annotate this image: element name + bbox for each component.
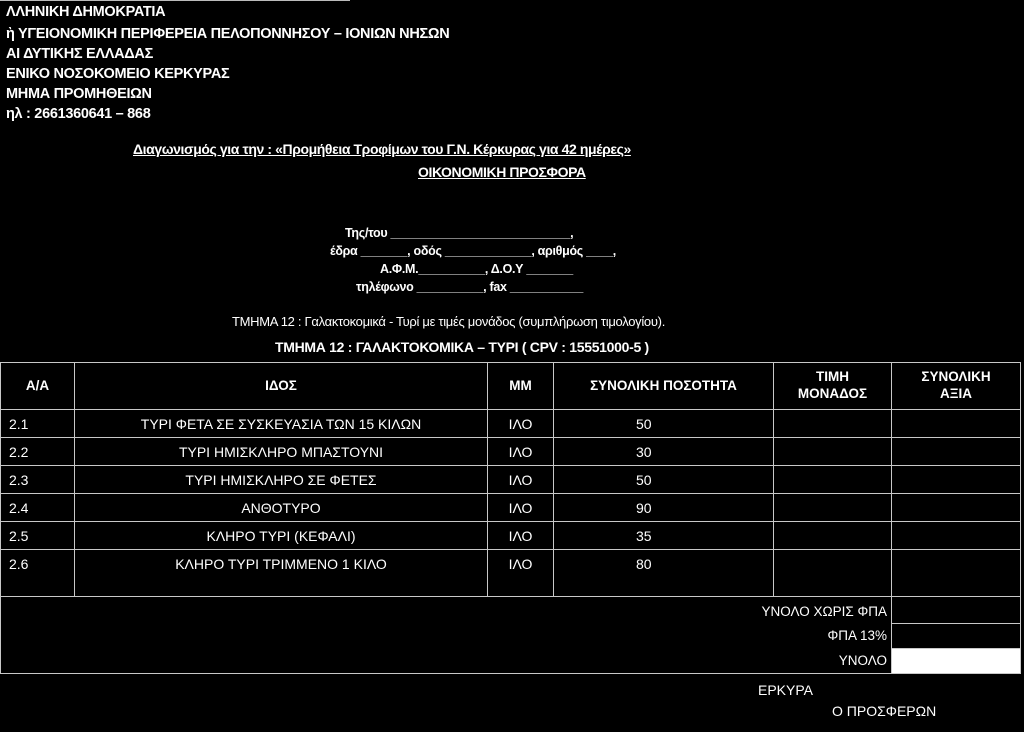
header-line-1: ΛΛΗΝΙΚΗ ΔΗΜΟΚΡΑΤΙΑ (6, 4, 166, 20)
total-value-cell[interactable] (892, 648, 1021, 673)
col-qty-header: ΣΥΝΟΛΙΚΗ ΠΟΣΟΤΗΤΑ (554, 363, 774, 410)
row-price-cell[interactable] (774, 522, 892, 550)
col-aa-header: Α/Α (1, 363, 75, 410)
col-price-header (774, 363, 892, 410)
bidder-phone-field: τηλέφωνο __________, fax ___________ (356, 280, 584, 294)
table-row (1, 438, 1021, 466)
table-row (1, 410, 1021, 438)
row-total-cell[interactable] (892, 466, 1021, 494)
row-unit: ΙΛΟ (488, 494, 554, 522)
row-item: ΤΥΡΙ ΗΜΙΣΚΛΗΡΟ ΣΕ ΦΕΤΕΣ (75, 466, 488, 494)
header-line-3: ΑΙ ΔΥΤΙΚΗΣ ΕΛΛΑΔΑΣ (6, 46, 154, 62)
row-qty: 35 (554, 522, 774, 550)
row-price-cell[interactable] (774, 410, 892, 438)
row-aa: 2.3 (1, 466, 75, 494)
row-total-cell[interactable] (892, 522, 1021, 550)
row-unit: ΙΛΟ (488, 410, 554, 438)
top-rule (0, 0, 350, 1)
row-unit: ΙΛΟ (488, 438, 554, 466)
table-row (1, 550, 1021, 597)
col-total-header-line1: ΣΥΝΟΛΙΚΗ (921, 369, 991, 385)
header-line-5: ΜΗΜΑ ΠΡΟΜΗΘΕΙΩΝ (6, 86, 152, 102)
row-unit: ΙΛΟ (488, 522, 554, 550)
tender-title: Διαγωνισμός για την : «Προμήθεια Τροφίμων του Γ.Ν. Κέρκυρας για 42 ημέρες» (133, 141, 631, 157)
header-line-6: ηλ : 2661360641 – 868 (6, 106, 151, 122)
bidder-address-field: έδρα _______, οδός _____________, αριθμός ____, (330, 244, 616, 258)
row-qty: 50 (554, 466, 774, 494)
col-total-header-line2: ΑΞΙΑ (940, 386, 972, 401)
vat-label: ΦΠΑ 13% (1, 623, 892, 648)
row-item: ΑΝΘΟΤΥΡΟ (75, 494, 488, 522)
col-price-header-line2: ΜΟΝΑΔΟΣ (797, 386, 868, 401)
subtotal-value-cell[interactable] (892, 597, 1021, 624)
table-row (1, 494, 1021, 522)
row-total-cell[interactable] (892, 438, 1021, 466)
row-total-cell[interactable] (892, 494, 1021, 522)
row-unit: ΙΛΟ (488, 550, 554, 597)
row-qty: 30 (554, 438, 774, 466)
footer-place: ΕΡΚΥΡΑ (758, 682, 813, 698)
footer-signer: Ο ΠΡΟΣΦΕΡΩΝ (832, 703, 937, 719)
total-row (1, 648, 1021, 673)
row-total-cell[interactable] (892, 410, 1021, 438)
row-aa: 2.4 (1, 494, 75, 522)
row-total-cell[interactable] (892, 550, 1021, 597)
vat-value-cell[interactable] (892, 623, 1021, 648)
row-aa: 2.1 (1, 410, 75, 438)
row-qty: 80 (554, 550, 774, 597)
header-line-4: ΕΝΙΚΟ ΝΟΣΟΚΟΜΕΙΟ ΚΕΡΚΥΡΑΣ (6, 66, 230, 82)
table-row (1, 522, 1021, 550)
col-total-header (892, 363, 1021, 410)
col-unit-header: ΜΜ (488, 363, 554, 410)
section-caption: ΤΜΗΜΑ 12 : Γαλακτοκομικά - Τυρί με τιμές μονάδος (συμπλήρωση τιμολογίου). (232, 314, 665, 329)
row-price-cell[interactable] (774, 466, 892, 494)
table-header-row (1, 363, 1021, 410)
row-unit: ΙΛΟ (488, 466, 554, 494)
section-heading: ΤΜΗΜΑ 12 : ΓΑΛΑΚΤΟΚΟΜΙΚΑ – ΤΥΡΙ ( CPV : 15551000-5 ) (275, 339, 649, 355)
row-aa: 2.6 (1, 550, 75, 597)
header-line-2: ὴ ΥΓΕΙΟΝΟΜΙΚΗ ΠΕΡΙΦΕΡΕΙΑ ΠΕΛΟΠΟΝΝΗΣΟΥ – ΙΟΝΙΩΝ ΝΗΣΩΝ (6, 26, 450, 42)
bidder-tax-field: Α.Φ.Μ.__________, Δ.Ο.Υ _______ (380, 262, 573, 276)
row-aa: 2.5 (1, 522, 75, 550)
row-price-cell[interactable] (774, 438, 892, 466)
row-price-cell[interactable] (774, 494, 892, 522)
row-item: ΚΛΗΡΟ ΤΥΡΙ ΤΡΙΜΜΕΝΟ 1 ΚΙΛΟ (75, 550, 488, 597)
row-aa: 2.2 (1, 438, 75, 466)
subtotal-label: ΥΝΟΛΟ ΧΩΡΙΣ ΦΠΑ (1, 597, 892, 624)
total-label: ΥΝΟΛΟ (1, 648, 892, 673)
col-item-header: ΙΔΟΣ (75, 363, 488, 410)
row-qty: 90 (554, 494, 774, 522)
row-item: ΤΥΡΙ ΦΕΤΑ ΣΕ ΣΥΣΚΕΥΑΣΙΑ ΤΩΝ 15 ΚΙΛΩΝ (75, 410, 488, 438)
subtotal-row (1, 597, 1021, 624)
bidder-name-field: Της/του ___________________________, (345, 226, 574, 240)
price-table (0, 362, 1021, 674)
row-qty: 50 (554, 410, 774, 438)
table-row (1, 466, 1021, 494)
offer-title: ΟΙΚΟΝΟΜΙΚΗ ΠΡΟΣΦΟΡΑ (418, 164, 586, 180)
vat-row (1, 623, 1021, 648)
row-item: ΚΛΗΡΟ ΤΥΡΙ (ΚΕΦΑΛΙ) (75, 522, 488, 550)
row-item: ΤΥΡΙ ΗΜΙΣΚΛΗΡΟ ΜΠΑΣΤΟΥΝΙ (75, 438, 488, 466)
row-price-cell[interactable] (774, 550, 892, 597)
col-price-header-line1: ΤΙΜΗ (816, 369, 849, 385)
